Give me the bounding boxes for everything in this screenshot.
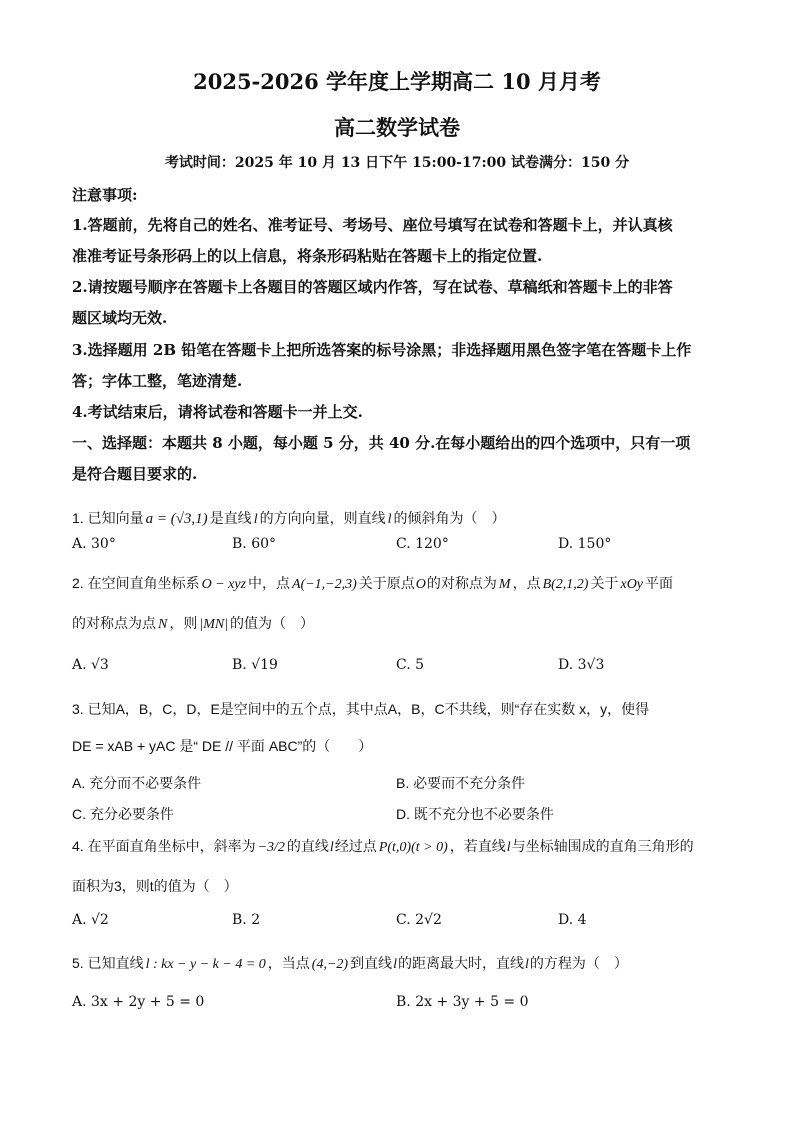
q4-text: 与坐标轴围成的直角三角形的 (511, 838, 694, 854)
q2-math: xOy (620, 577, 644, 592)
notice-item: 3.选择题用 2B 铅笔在答题卡上把所选答案的标号涂黑；非选择题用黑色签字笔在答题卡上作 (72, 341, 692, 359)
notice-item: 题区域均无效. (72, 309, 168, 327)
q3-option-d: D. 既不充分也不必要条件 (396, 806, 554, 822)
q4-option-a: A. √2 (72, 912, 109, 928)
q3-option-b: B. 必要而不充分条件 (396, 775, 526, 791)
q5-text: ，当点 (267, 955, 310, 971)
q2-math: |MN| (199, 617, 229, 632)
q2-text: 关于 (590, 575, 619, 591)
q5-option-b: B. 2x + 3y + 5 = 0 (396, 994, 529, 1010)
q2-math: A(−1,−2,3) (292, 577, 357, 592)
q5-math: l (524, 957, 529, 972)
q2-text: 关于原点 (358, 575, 415, 591)
q1-option-b: B. 60° (232, 536, 277, 552)
q3-option-a: A. 充分而不必要条件 (72, 775, 202, 791)
q5-text: 到直线 (350, 955, 393, 971)
q2-math: O (415, 577, 426, 592)
q2-text: 的值为（ ） (230, 615, 315, 631)
q2-option-a: A. √3 (72, 657, 109, 673)
q4-math: l (506, 840, 511, 855)
q1-text: 1. 已知向量 (72, 510, 144, 526)
notice-item: 答；字体工整，笔迹清楚. (72, 372, 243, 390)
q4-option-d: D. 4 (558, 912, 587, 928)
notice-item: 4.考试结束后，请将试卷和答题卡一并上交. (72, 403, 363, 421)
q5-math: l : kx − y − k − 4 = 0 (145, 957, 266, 972)
notice-heading: 注意事项: (72, 186, 138, 204)
q2-text: 的对称点为 (426, 575, 497, 591)
q2-option-b: B. √19 (232, 657, 278, 673)
q3-option-c: C. 充分必要条件 (72, 806, 174, 822)
q2-option-d: D. 3√3 (558, 657, 605, 673)
q1-text: 是直线 (209, 510, 252, 526)
q2-text: ，点 (512, 575, 541, 591)
q1-vector-a: a = (√3,1) (145, 511, 208, 527)
exam-subtitle: 高二数学试卷 (334, 115, 460, 140)
q2-text: 中，点 (248, 575, 291, 591)
exam-title: 2025-2026 学年度上学期高二 10 月月考 (193, 69, 601, 94)
q1-option-a: A. 30° (72, 536, 116, 552)
q4-option-b: B. 2 (232, 912, 261, 928)
q2-math: B(2,1,2) (542, 577, 589, 592)
question-4-cont: 面积为3，则t的值为（ ） (72, 878, 238, 894)
q4-text: 4. 在平面直角坐标中，斜率为 (72, 838, 256, 854)
question-5 (72, 953, 628, 973)
question-4 (72, 836, 694, 856)
q4-math: l (329, 840, 334, 855)
q2-option-c: C. 5 (396, 657, 425, 673)
question-3: 3. 已知A，B，C，D，E是空间中的五个点，其中点A，B，C不共线，则“存在实数 x，y，使得 (72, 701, 650, 717)
q1-option-c: C. 120° (396, 536, 449, 552)
q1-text: 的方向向量，则直线 (259, 510, 386, 526)
question-2 (72, 573, 673, 593)
question-3-cont: DE = xAB + yAC 是“ DE // 平面 ABC”的（ ） (72, 738, 373, 754)
q4-text: ，若直线 (449, 838, 506, 854)
q4-slope: −3/2 (257, 840, 285, 855)
q5-math: l (393, 957, 397, 972)
q1-text: 的倾斜角为（ ） (393, 510, 506, 526)
q1-option-d: D. 150° (558, 536, 612, 552)
q4-text: 经过点 (334, 838, 377, 854)
q5-text: 的距离最大时，直线 (397, 955, 524, 971)
notice-item: 1.答题前，先将自己的姓名、准考证号、考场号、座位号填写在试卷和答题卡上，并认真核 (72, 216, 673, 234)
q2-math: O − xyz (201, 577, 247, 592)
notice-item: 2.请按题号顺序在答题卡上各题目的答题区域内作答，写在试卷、草稿纸和答题卡上的非答 (72, 278, 673, 296)
section-heading-cont: 是符合题目要求的. (72, 465, 198, 483)
question-1: 1. 已知向量 a = (√3,1) 是直线 l 的方向向量，则直线 l 的倾斜角为（ ） (72, 510, 506, 527)
q2-math: M (498, 577, 511, 592)
question-2-cont (72, 613, 314, 633)
q2-text: 2. 在空间直角坐标系 (72, 575, 200, 591)
q4-text: 的直线 (286, 838, 329, 854)
q2-text: ，则 (169, 615, 198, 631)
notice-item: 准准考证号条形码上的以上信息，将条形码粘贴在答题卡上的指定位置. (72, 247, 543, 265)
exam-info: 考试时间：2025 年 10 月 13 日下午 15:00-17:00 试卷满分：150 分 (164, 155, 630, 171)
q5-text: 5. 已知直线 (72, 955, 144, 971)
q4-point: P(t,0)(t > 0) (378, 840, 448, 855)
q5-text: 的方程为（ ） (529, 955, 628, 971)
q2-text: 的对称点为点 (72, 615, 156, 631)
section-heading: 一、选择题：本题共 8 小题，每小题 5 分，共 40 分.在每小题给出的四个选项中，只有一项 (72, 434, 691, 452)
q4-option-c: C. 2√2 (396, 912, 442, 928)
q5-option-a: A. 3x + 2y + 5 = 0 (72, 994, 205, 1010)
q2-text: 平面 (645, 575, 674, 591)
q5-math: (4,−2) (311, 957, 349, 972)
q2-math: N (158, 617, 168, 632)
